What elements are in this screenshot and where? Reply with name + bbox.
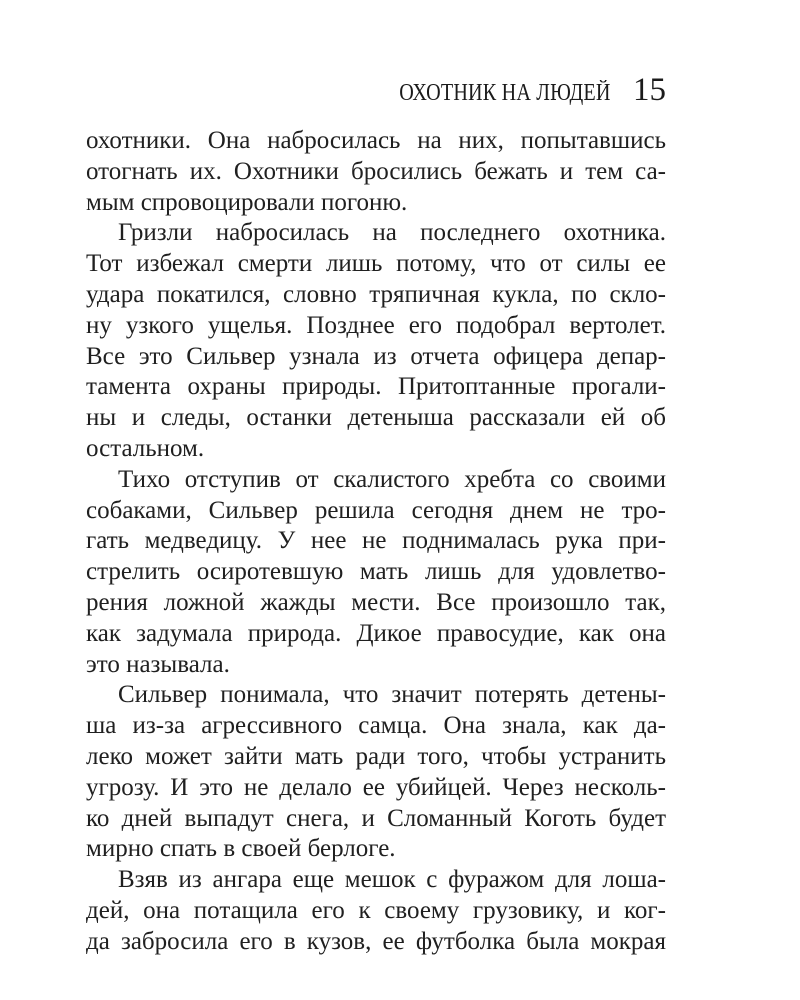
text-line: Тихо отступив от скалистого хребта со своими <box>118 465 666 493</box>
text-line: леко может зайти мать ради того, чтобы устранить <box>86 742 666 770</box>
text-line: как задумала природа. Дикое правосудие, как она <box>86 619 666 647</box>
text-line: ша из-за агрессивного самца. Она знала, как да- <box>86 712 666 740</box>
text-line: гать медведицу. У нее не поднималась рука при- <box>86 527 666 555</box>
text-line: это называла. <box>86 650 230 678</box>
text-line: отогнать их. Охотники бросились бежать и тем са- <box>86 157 666 185</box>
running-title: ОХОТНИК НА ЛЮДЕЙ <box>399 80 611 106</box>
text-line: собаками, Сильвер решила сегодня днем не тро- <box>86 496 666 524</box>
text-line: ны и следы, останки детеныша рассказали ей об <box>86 404 666 432</box>
text-line: дей, она потащила его к своему грузовику, и ког- <box>86 896 666 924</box>
text-line: Сильвер понимала, что значит потерять детены- <box>118 681 666 709</box>
text-line: рения ложной жажды мести. Все произошло так, <box>86 588 666 616</box>
text-line: остальном. <box>86 434 205 462</box>
text-line: ко дней выпадут снега, и Сломанный Коготь будет <box>86 804 666 832</box>
text-line: Тот избежал смерти лишь потому, что от силы ее <box>86 250 666 278</box>
text-line: Все это Сильвер узнала из отчета офицера депар- <box>86 342 666 370</box>
page-number: 15 <box>633 72 666 108</box>
body-text <box>86 126 666 958</box>
running-header <box>359 74 666 107</box>
text-line: ну узкого ущелья. Позднее его подобрал вертолет. <box>86 311 666 339</box>
text-line: Гризли набросилась на последнего охотника. <box>118 219 666 247</box>
text-line: да забросила его в кузов, ее футболка была мокрая <box>86 927 666 955</box>
text-line: охотники. Она набросилась на них, попытавшись <box>86 127 666 154</box>
text-line: мирно спать в своей берлоге. <box>86 835 396 863</box>
text-line: тамента охраны природы. Притоптанные прогали- <box>86 373 666 401</box>
text-line: удара покатился, словно тряпичная кукла, по скло- <box>86 280 666 308</box>
text-line: угрозу. И это не делало ее убийцей. Через несколь- <box>86 773 666 801</box>
text-line: стрелить осиротевшую мать лишь для удовлетво- <box>86 558 666 586</box>
text-line: мым спровоцировали погоню. <box>86 188 408 216</box>
text-line: Взяв из ангара еще мешок с фуражом для лоша- <box>118 866 666 894</box>
